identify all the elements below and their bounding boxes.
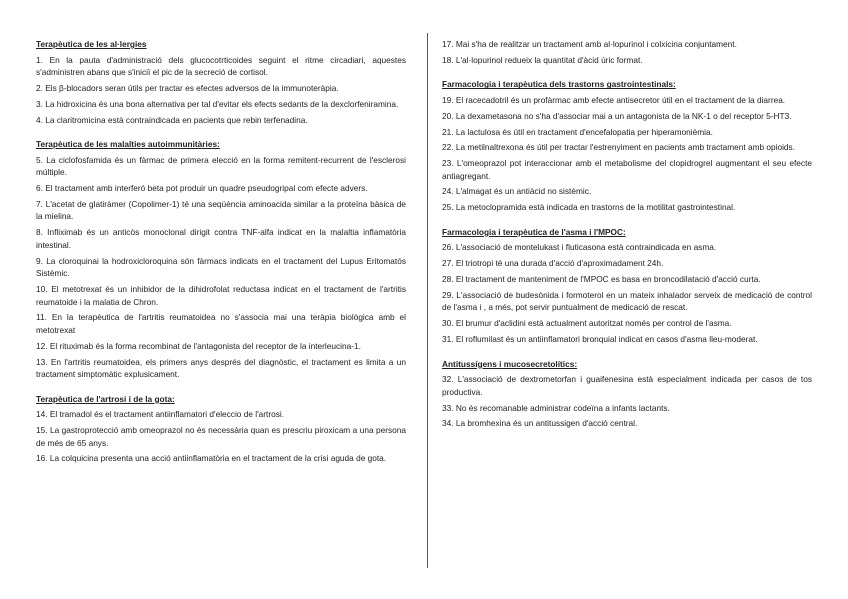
statement-8: 8. Infliximab és un anticòs monoclonal dirigit contra TNF-alfa indicat en la malaltia inflamatòria intestinal.: [36, 227, 406, 250]
statement-34: 34. La bromhexina és un antitussigen d'acció central.: [442, 418, 638, 429]
statement-17: 17. Mai s'ha de realitzar un tractament amb al·lopurinol i colxicina conjuntament.: [442, 39, 737, 49]
statement-21: 21. La lactulosa és útil en tractament d'encefalopatia per hiperamonièmia.: [442, 126, 713, 137]
statement-12: 12. El rituximab és la forma recombinat de l'antagonista del receptor de la interleucina-1.: [36, 340, 361, 351]
statement-19: 19. El racecadotril és un profàrmac amb efecte antisecretor útil en el tractament de la diarrea.: [442, 94, 786, 105]
statement-4: 4. La claritromicina està contraindicada en pacients que rebin terfenadina.: [36, 114, 308, 125]
statement-1: 1. En la pauta d'administració dels glucocotrticoides seguint el ritme circadiari, aquestes s'administren abans que s'iniciï el pic de la secreció de cortisol.: [36, 54, 406, 78]
section-heading: Farmacologia i terapèutica dels trastorns gastrointestinals:: [442, 79, 676, 90]
section-heading: Terapèutica de les malalties autoimmunitàries:: [36, 139, 220, 150]
statement-28: 28. El tractament de manteniment de l'MPOC es basa en broncodilatació d'acció curta.: [442, 274, 761, 284]
statement-2: 2. Els β-blocadors seran útils per tractar es efectes adversos de la immunoteràpia.: [36, 82, 339, 93]
section-gastrointestinal: [442, 78, 812, 213]
statement-23: 23. L'omeoprazol pot interaccionar amb el metabolisme del clopidrogrel augmentant el seu efecte antiagregant.: [442, 158, 812, 181]
statement-13: 13. En l'artritis reumatoidea, els primers anys després del diagnòstic, el tractament es limita a un tractament simptomàtic explusicament.: [36, 356, 406, 380]
statement-27: 27. El triotropi té una durada d'acció d'aproximadament 24h.: [442, 258, 664, 269]
statement-6: 6. El tractament amb interferó beta pot produir un quadre pseudogripal com efecte advers.: [36, 183, 368, 194]
statement-24: 24. L'almagat és un antiàcid no sistèmic.: [442, 186, 592, 197]
statement-32: 32. L'associació de dextrometorfan i guaifenesina està especialment indicada per casos de tos productiva.: [442, 374, 812, 397]
statement-15: 15. La gastroprotecció amb omeoprazol no és necessària quan es prescriu piroxicam a una persona de més de 65 anys.: [36, 425, 406, 448]
statement-18: 18. L'al·lopurinol redueix la quantitat d'àcid úric format.: [442, 54, 643, 65]
section-gout-continued: [442, 38, 812, 66]
statement-29: 29. L'associació de budesònida i formoterol en un mateix inhalador serveix de medicació de control de l'asma i , a més, pot servir puntualment de medicació de rescat.: [442, 289, 812, 313]
statement-30: 30. El brumur d'aclidini està actualment autoritzat només per control de l'asma.: [442, 318, 732, 329]
statement-22: 22. La metilnaltrexona és útil per tractar l'estrenyiment en pacients amb tractament amb opioids.: [442, 142, 795, 153]
section-heading: Antitussígens i mucosecretolítics:: [442, 358, 578, 369]
section-heading: Terapèutica de les al·lergies: [36, 39, 147, 49]
column-divider: [427, 33, 428, 568]
statement-26: 26. L'associació de montelukast i fluticasona està contraindicada en asma.: [442, 242, 717, 253]
statement-11: 11. En la terapèutica de l'artritis reumatoidea no s'associa mai una teràpia biològica amb el metotrexat: [36, 312, 406, 335]
statement-9: 9. La cloroquinai la hodroxicloroquina són fàrmacs indicats en el tractament del Lupus Eritomatós Sistèmic.: [36, 255, 406, 279]
statement-14: 14. El tramadol és el tractament antiinflamatori d'eleccio de l'artrosi.: [36, 409, 285, 420]
statement-16: 16. La colquicina presenta una acció antiinflamatòria en el tractament de la crisi aguda de gota.: [36, 453, 387, 464]
right-column: [442, 38, 812, 442]
section-heading: Terapèutica de l'artrosi i de la gota:: [36, 393, 175, 404]
statement-10: 10. El metotrexat és un inhibidor de la dihidrofolat reductasa indicat en el tractament de l'artritis reumatoide i la malatia de Chron.: [36, 284, 406, 307]
section-heading: Farmacologia i terapèutica de l'asma i l'MPOC:: [442, 226, 626, 237]
statement-25: 25. La metoclopramida està indicada en trastorns de la motilitat gastrointestinal.: [442, 202, 736, 213]
section-allergies: [36, 38, 406, 126]
statement-7: 7. L'acetat de glatiràmer (Copolimer-1) té una seqüència aminoacida similar a la proteïna bàsica de la mielina.: [36, 198, 406, 222]
section-antitussives: [442, 358, 812, 430]
statement-5: 5. La ciclofosfamida és un fàrmac de primera elecció en la forma remitent-recurrent de l'esclerosi múltiple.: [36, 154, 406, 178]
left-column: [36, 38, 406, 477]
statement-31: 31. El roflumilast és un antiinflamatori bronquial indicat en casos d'asma lleu-moderat.: [442, 333, 758, 344]
section-arthrosis-gout: [36, 393, 406, 465]
statement-20: 20. La dexametasona no s'ha d'associar mai a un antagonista de la NK-1 o del receptor 5-HT3.: [442, 110, 792, 121]
statement-3: 3. La hidroxicina és una bona alternativa per tal d'evitar els efects sedants de la dexclorfeniramina.: [36, 98, 399, 109]
statement-33: 33. No és recomanable administrar codeïna a infants lactants.: [442, 402, 670, 413]
section-asthma-copd: [442, 226, 812, 346]
section-autoimmune: [36, 138, 406, 381]
